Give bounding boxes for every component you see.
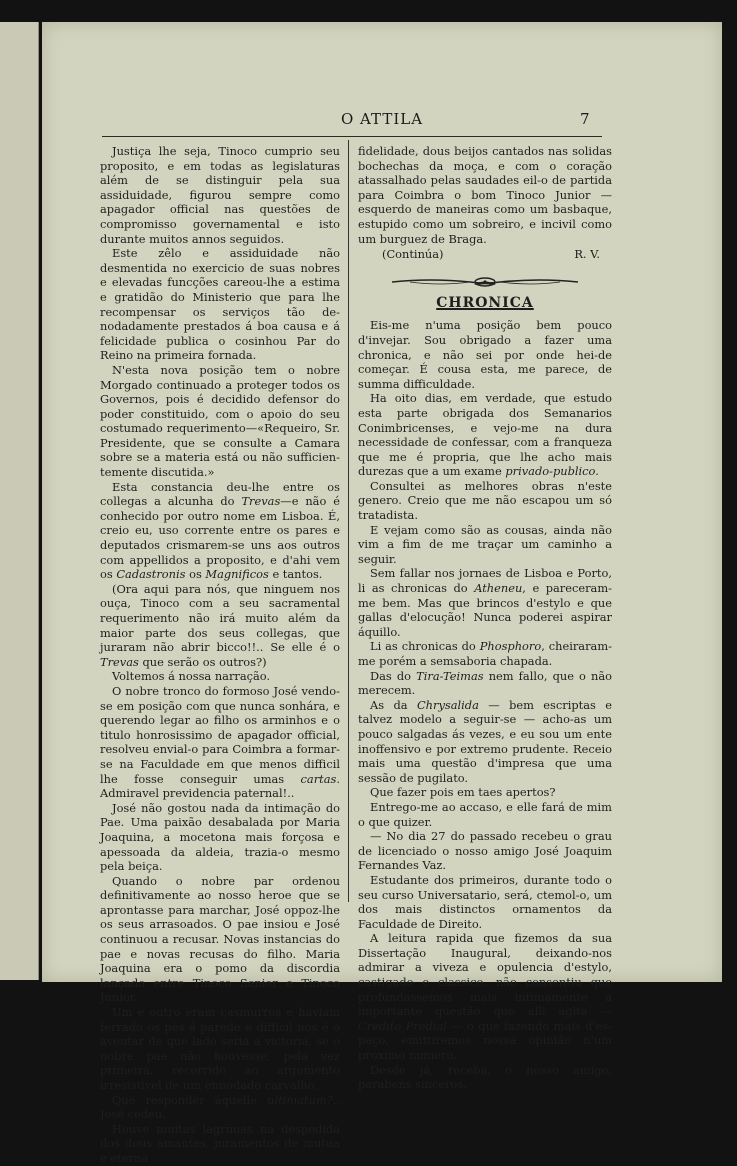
right-column xyxy=(358,144,612,1092)
newspaper-page xyxy=(42,22,722,1165)
paragraph: Que fazer pois em taes apertos? xyxy=(370,785,556,800)
author-signature: R. V. xyxy=(574,247,600,262)
paragraph: — No dia 27 do passado recebeu o grau de licenciado o nosso amigo José Joaquim Fernandes Vaz. xyxy=(358,829,612,873)
text-run: Das do xyxy=(370,668,417,683)
italic-text: cartas. xyxy=(300,771,340,786)
section-title: CHRONICA xyxy=(436,294,534,311)
paragraph xyxy=(100,582,340,670)
paragraph xyxy=(358,566,612,639)
paragraph: Voltemos á nossa narração. xyxy=(112,669,271,684)
continua-line xyxy=(358,247,612,262)
text-run: , e pareceram-me bem. Mas que brincos d'estylo e que gallas d'elocução! Nunca poderei aspirar áquillo. xyxy=(358,581,612,639)
paragraph xyxy=(100,684,340,801)
newspaper-title: O ATTILA xyxy=(340,110,424,128)
ornament-divider-icon xyxy=(390,276,580,288)
paragraph: José não gostou nada da intimação do Pae. Uma paixão desabalada por Maria Joaquina, a mocetona mais forçosa e apessoada da aldeia, trazia-o mesmo pela beiça. xyxy=(100,800,340,874)
italic-text: Tira-Teimas xyxy=(416,668,484,683)
paragraph: E vejam como são as cousas, ainda não vim a fim de me traçar um caminho a seguir. xyxy=(358,522,612,566)
text-run: .. José cedeu. xyxy=(100,1092,340,1122)
paragraph: Justiça lhe seja, Tinoco cumprio seu proposito, e em todas as legislaturas além de se distinguir pela sua assiduidade, figurou sempre como apagador official nas questões de compromisso governamental e isto durante muitos annos seguidos. xyxy=(100,144,340,246)
italic-text: Trevas xyxy=(241,494,281,509)
text-run: e tantos. xyxy=(268,567,323,582)
text-run: , cheiraram-me porém a semsaboria chapada. xyxy=(358,639,612,668)
text-run: Ha oito dias, em verdade, que estudo esta parte obrigada dos Semanarios Conimbricenses, e vejo-me na dura necessidade de confessar, com a franqueza que me é propria, que lhe acho mais durezas que a um exame xyxy=(358,391,612,479)
text-run: — bem escriptas e talvez modelo a seguir-se — acho-as um pouco salgadas ás vezes, e eu sou um ente inoffensivo e por extremo prudente. Receio mais uma questão d'impresa que uma sessão de pugilato. xyxy=(358,697,612,785)
facing-page-edge xyxy=(0,22,39,980)
paragraph: Eis-me n'uma posição bem pouco d'invejar. Sou obrigado a fazer uma chronica, e não sei por onde hei-de começar. É cousa esta, me parece, de summa difficuldade. xyxy=(358,318,612,391)
paragraph xyxy=(358,669,612,698)
italic-text: Credito Predial xyxy=(358,1018,447,1033)
text-run: Sem fallar nos jornaes de Lisboa e Porto, li as chronicas do xyxy=(358,566,612,596)
paragraph xyxy=(100,480,340,582)
paragraph: Desde já, receba, o nosso amigo, parabens sinceros. xyxy=(358,1062,612,1092)
column-divider xyxy=(348,140,349,902)
paragraph: fidelidade, dous beijos cantados nas solidas bochechas da moça, e com o coração atassalhado pelas saudades eil-o de partida para Coimbra o bom Tinoco Junior — esquerdo de maneiras como um basbaque, estupido como um sobreiro, e incivil como um burguez de Braga. xyxy=(358,144,612,246)
italic-text: Magnificos xyxy=(205,567,269,582)
continua-label: (Continúa) xyxy=(382,247,444,262)
text-run: nem fallo, que o não merecem. xyxy=(358,668,612,698)
paragraph xyxy=(358,931,612,1062)
paragraph xyxy=(358,639,612,668)
text-run: Que responder áquelle xyxy=(112,1092,268,1107)
paragraph: Um e outro eram casmurros e haviam ferrado os pés á parede e difficil nos é o aventar de que lado seria a victoria, se o nobre pae não houvesse, pela vez primeira, recorrido ao argumento irresistivel de um ennodado carvalho. xyxy=(100,1005,340,1092)
page-header xyxy=(42,110,722,132)
italic-text: privado-publico. xyxy=(505,464,599,479)
text-run: A leitura rapida que fizemos da sua Dissertação Inaugural, deixando-nos admirar a viveza e opulencia d'estylo, castigado e classico, não consentiu que profundassemos mais intimamente a importante questão que alli agita — xyxy=(358,931,612,1019)
serial-continuation xyxy=(358,144,612,246)
text-run: Li as chronicas do xyxy=(370,639,480,654)
paragraph: Entrego-me ao accaso, e elle fará de mim o que quizer. xyxy=(358,799,612,829)
text-run: O nobre tronco do formoso José vendo-se em posição com que nunca sonhára, e querendo legar ao filho os arminhos e o titulo honrosissimo de apagador official, resolveu envial-o para Coimbra a formar-se na Faculdade em que menos difficil lhe fosse conseguir umas xyxy=(100,683,340,786)
header-rule xyxy=(102,136,602,137)
text-run: As da xyxy=(370,697,417,712)
page-number: 7 xyxy=(580,110,590,128)
italic-text: Trevas xyxy=(100,654,139,669)
paragraph xyxy=(100,1093,340,1122)
italic-text: Cadastronis xyxy=(116,567,186,582)
paragraph: Este zêlo e assiduidade não desmentida no exercicio de suas nobres e elevadas funcções careou-lhe a estima e gratidão do Ministerio que para lhe recompensar os serviços tão denodadamente prestados á boa causa e á felicidade publica o cosinhou Par do Reino na primeira fornada. xyxy=(100,246,340,363)
text-run: que serão os outros?) xyxy=(138,654,267,669)
paragraph: Consultei as melhores obras n'este genero. Creio que me não escapou um só tratadista. xyxy=(358,478,612,523)
paragraph: Houve muitas lagrimas na despedida dos dous amantes, juramentos de mutua e eterna xyxy=(100,1121,340,1165)
text-run: — o que fazendo mais d'espaço, emittiremos nossa opinião n'um proximo numero. xyxy=(358,1018,612,1063)
paragraph: Estudante dos primeiros, durante todo o seu curso Universatario, será, ctemol-o, um dos mais distinctos ornamentos da Faculdade de Direito. xyxy=(358,872,612,931)
paragraph: N'esta nova posição tem o nobre Morgado continuado a proteger todos os Governos, pois é decidido defensor do poder constituido, com o apoio do seu costumado requerimento—«Requeiro, Sr. Presidente, que se consulte a Camara sobre se a materia está ou não sufficientemente discutida.» xyxy=(100,362,340,480)
left-column xyxy=(100,144,340,1166)
paragraph: Quando o nobre par ordenou definitivamente ao nosso heroe que se aprontasse para marchar, José oppoz-lhe os seus arrasoados. O pae insiou e José continuou a recusar. Novas instancias do pae e novas recusas do filho. Maria Joaquina era o pomo da discordia lançado entre Tinoco Senior e Tinoco Junior. xyxy=(100,873,340,1005)
italic-text: Chrysalida xyxy=(416,697,479,712)
paragraph xyxy=(358,391,612,479)
text-run: (Ora aqui para nós, que ninguem nos ouça, Tinoco com a seu sacramental requerimento não irá muito além da maior parte dos seus collegas, que juraram não abrir bicco!!.. Se elle é o xyxy=(100,581,340,655)
text-run: Esta constancia deu-lhe entre os collegas a alcunha do xyxy=(100,479,340,509)
text-run: Admiravel previdencia paternal!.. xyxy=(100,786,295,801)
paragraph xyxy=(358,698,612,786)
italic-text: Phosphoro xyxy=(479,639,542,654)
italic-text: ultimatum? xyxy=(267,1092,333,1107)
chronica-text xyxy=(358,318,612,1091)
text-run: os xyxy=(185,567,206,582)
italic-text: Atheneu xyxy=(474,581,523,596)
text-run: —e não é conhecido por outro nome em Lisboa. É, creio eu, uso corrente entre os pares e deputados crismarem-se uns aos outros com appellidos a proposito, e d'ahi vem os xyxy=(100,494,340,582)
